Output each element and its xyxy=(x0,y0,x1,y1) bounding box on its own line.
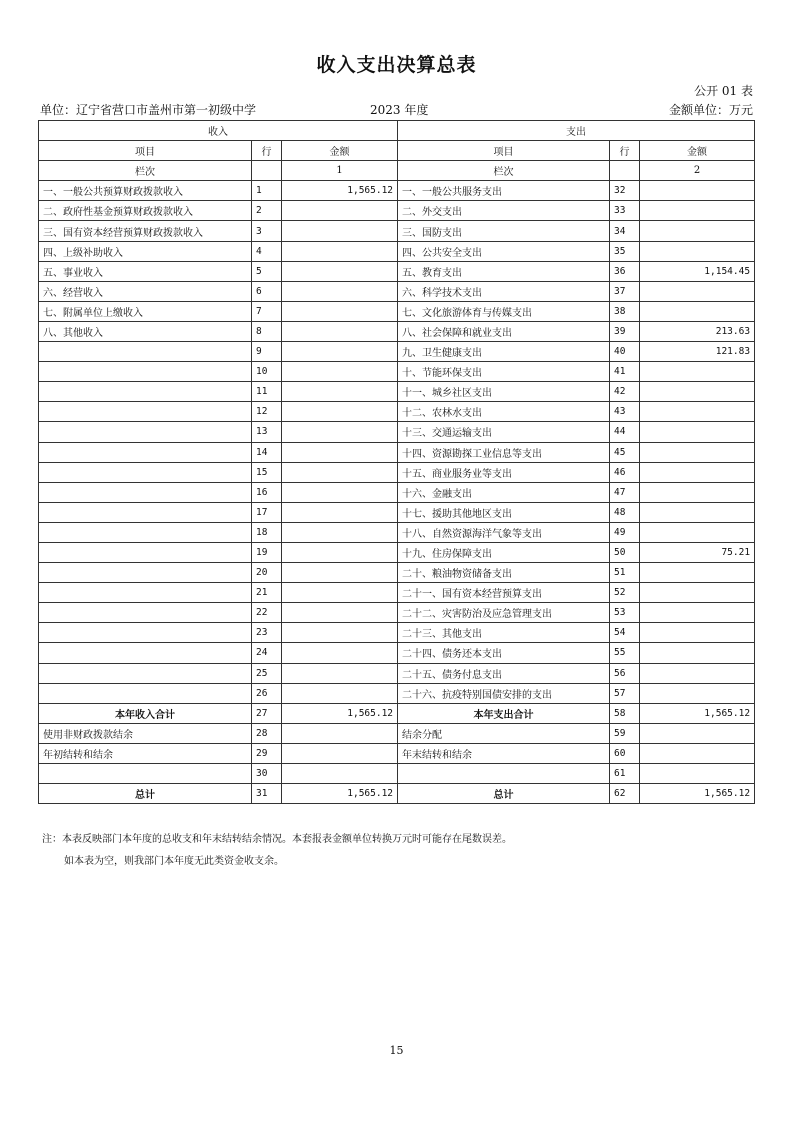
income-item xyxy=(39,583,252,603)
table-row xyxy=(39,321,755,341)
income-amount xyxy=(282,321,398,341)
expense-line-no: 51 xyxy=(610,563,640,583)
expense-item: 年末结转和结余 xyxy=(398,743,610,763)
income-amount xyxy=(282,683,398,703)
expense-item: 二十、粮油物资储备支出 xyxy=(398,563,610,583)
year-total-row xyxy=(39,703,755,723)
income-item xyxy=(39,542,252,562)
expense-line-no: 32 xyxy=(610,181,640,201)
column-header-row xyxy=(39,141,755,161)
income-amount xyxy=(282,764,398,784)
income-item: 六、经营收入 xyxy=(39,281,252,301)
income-line-no: 21 xyxy=(252,583,282,603)
expense-item: 本年支出合计 xyxy=(398,703,610,723)
expense-amount xyxy=(640,683,755,703)
income-line-no: 29 xyxy=(252,743,282,763)
expense-item: 二十五、债务付息支出 xyxy=(398,663,610,683)
income-item xyxy=(39,362,252,382)
expense-amount xyxy=(640,643,755,663)
income-amount-header: 金额 xyxy=(282,141,398,161)
expense-amount xyxy=(640,362,755,382)
expense-line-no: 58 xyxy=(610,703,640,723)
expense-header: 支出 xyxy=(398,121,755,141)
expense-amount xyxy=(640,603,755,623)
expense-amount xyxy=(640,482,755,502)
report-year: 2023 年度 xyxy=(370,103,429,117)
expense-line-no: 48 xyxy=(610,502,640,522)
expense-item: 二十三、其他支出 xyxy=(398,623,610,643)
expense-amount xyxy=(640,181,755,201)
expense-item: 二十四、债务还本支出 xyxy=(398,643,610,663)
income-amount xyxy=(282,643,398,663)
table-row xyxy=(39,201,755,221)
income-amount: 1,565.12 xyxy=(282,703,398,723)
expense-line-no: 50 xyxy=(610,542,640,562)
footnote: 注：本表反映部门本年度的总收支和年末结转结余情况。本套报表金额单位转换万元时可能存在尾数误差。 xyxy=(42,834,512,845)
table-row xyxy=(39,743,755,763)
expense-line-no: 47 xyxy=(610,482,640,502)
expense-amount xyxy=(640,663,755,683)
income-item xyxy=(39,482,252,502)
table-row xyxy=(39,241,755,261)
income-order-label: 栏次 xyxy=(39,161,252,181)
income-line-no: 6 xyxy=(252,281,282,301)
report-meta xyxy=(40,101,753,117)
expense-item: 三、国防支出 xyxy=(398,221,610,241)
income-amount: 1,565.12 xyxy=(282,784,398,804)
income-line-no: 20 xyxy=(252,563,282,583)
income-amount xyxy=(282,603,398,623)
expense-amount xyxy=(640,241,755,261)
table-row xyxy=(39,723,755,743)
income-line-no: 3 xyxy=(252,221,282,241)
income-amount xyxy=(282,542,398,562)
expense-item: 总计 xyxy=(398,784,610,804)
expense-amount xyxy=(640,382,755,402)
expense-line-no: 40 xyxy=(610,342,640,362)
income-line-no: 9 xyxy=(252,342,282,362)
expense-item: 十二、农林水支出 xyxy=(398,402,610,422)
income-line-no: 11 xyxy=(252,382,282,402)
expense-item: 五、教育支出 xyxy=(398,261,610,281)
expense-order-label: 栏次 xyxy=(398,161,610,181)
income-line-header: 行 xyxy=(252,141,282,161)
budget-summary-table xyxy=(38,120,755,804)
table-row xyxy=(39,522,755,542)
expense-item: 十四、资源勘探工业信息等支出 xyxy=(398,442,610,462)
income-item: 二、政府性基金预算财政拨款收入 xyxy=(39,201,252,221)
income-item: 七、附属单位上缴收入 xyxy=(39,301,252,321)
expense-amount xyxy=(640,462,755,482)
income-item xyxy=(39,603,252,623)
income-item: 三、国有资本经营预算财政拨款收入 xyxy=(39,221,252,241)
income-line-no: 13 xyxy=(252,422,282,442)
expense-line-no: 55 xyxy=(610,643,640,663)
expense-amount: 1,565.12 xyxy=(640,784,755,804)
income-line-no: 25 xyxy=(252,663,282,683)
income-item xyxy=(39,402,252,422)
income-amount xyxy=(282,623,398,643)
income-line-no: 19 xyxy=(252,542,282,562)
income-item xyxy=(39,382,252,402)
money-unit: 金额单位：万元 xyxy=(668,103,753,117)
expense-line-no: 53 xyxy=(610,603,640,623)
income-amount xyxy=(282,663,398,683)
income-amount xyxy=(282,422,398,442)
expense-line-no: 49 xyxy=(610,522,640,542)
income-item xyxy=(39,764,252,784)
table-row xyxy=(39,261,755,281)
income-amount xyxy=(282,301,398,321)
expense-line-no: 34 xyxy=(610,221,640,241)
expense-item: 十一、城乡社区支出 xyxy=(398,382,610,402)
table-row xyxy=(39,301,755,321)
expense-item: 九、卫生健康支出 xyxy=(398,342,610,362)
expense-line-no: 61 xyxy=(610,764,640,784)
income-amount xyxy=(282,382,398,402)
expense-amount: 213.63 xyxy=(640,321,755,341)
page-number: 15 xyxy=(389,1044,404,1057)
income-amount xyxy=(282,462,398,482)
income-line-no: 4 xyxy=(252,241,282,261)
expense-amount xyxy=(640,563,755,583)
income-amount xyxy=(282,342,398,362)
income-item xyxy=(39,563,252,583)
income-item: 四、上级补助收入 xyxy=(39,241,252,261)
income-item: 使用非财政拨款结余 xyxy=(39,723,252,743)
table-row xyxy=(39,683,755,703)
expense-amount xyxy=(640,723,755,743)
expense-amount xyxy=(640,764,755,784)
income-line-no: 5 xyxy=(252,261,282,281)
income-line-no: 15 xyxy=(252,462,282,482)
expense-amount xyxy=(640,301,755,321)
expense-item: 一、一般公共服务支出 xyxy=(398,181,610,201)
table-row xyxy=(39,442,755,462)
income-amount xyxy=(282,522,398,542)
table-row xyxy=(39,583,755,603)
expense-item: 七、文化旅游体育与传媒支出 xyxy=(398,301,610,321)
expense-amount xyxy=(640,583,755,603)
income-line-no: 26 xyxy=(252,683,282,703)
income-line-no: 8 xyxy=(252,321,282,341)
table-row xyxy=(39,362,755,382)
expense-line-no: 38 xyxy=(610,301,640,321)
income-line-no: 22 xyxy=(252,603,282,623)
income-col-number: 1 xyxy=(282,161,398,181)
expense-line-no: 43 xyxy=(610,402,640,422)
table-row xyxy=(39,563,755,583)
table-row xyxy=(39,181,755,201)
income-line-no: 31 xyxy=(252,784,282,804)
table-row xyxy=(39,422,755,442)
expense-amount xyxy=(640,402,755,422)
expense-col-number: 2 xyxy=(640,161,755,181)
table-row xyxy=(39,603,755,623)
income-amount xyxy=(282,402,398,422)
expense-amount xyxy=(640,442,755,462)
income-header: 收入 xyxy=(39,121,398,141)
income-amount: 1,565.12 xyxy=(282,181,398,201)
table-row xyxy=(39,342,755,362)
table-row xyxy=(39,623,755,643)
table-row xyxy=(39,643,755,663)
income-item-header: 项目 xyxy=(39,141,252,161)
income-amount xyxy=(282,723,398,743)
expense-amount xyxy=(640,422,755,442)
expense-line-no: 52 xyxy=(610,583,640,603)
expense-line-no: 62 xyxy=(610,784,640,804)
expense-item: 十九、住房保障支出 xyxy=(398,542,610,562)
expense-amount xyxy=(640,522,755,542)
table-row xyxy=(39,663,755,683)
table-row xyxy=(39,462,755,482)
income-line-no: 27 xyxy=(252,703,282,723)
grand-total-row xyxy=(39,784,755,804)
income-item: 年初结转和结余 xyxy=(39,743,252,763)
expense-amount xyxy=(640,743,755,763)
expense-item: 六、科学技术支出 xyxy=(398,281,610,301)
expense-line-no: 60 xyxy=(610,743,640,763)
income-amount xyxy=(282,281,398,301)
empty-cell xyxy=(252,161,282,181)
expense-amount: 1,154.45 xyxy=(640,261,755,281)
expense-item: 二十六、抗疫特别国债安排的支出 xyxy=(398,683,610,703)
table-row xyxy=(39,221,755,241)
expense-line-no: 33 xyxy=(610,201,640,221)
expense-line-header: 行 xyxy=(610,141,640,161)
expense-line-no: 46 xyxy=(610,462,640,482)
income-line-no: 17 xyxy=(252,502,282,522)
income-amount xyxy=(282,583,398,603)
table-row xyxy=(39,382,755,402)
expense-item: 二十二、灾害防治及应急管理支出 xyxy=(398,603,610,623)
income-item: 总计 xyxy=(39,784,252,804)
income-line-no: 28 xyxy=(252,723,282,743)
expense-item: 结余分配 xyxy=(398,723,610,743)
expense-amount-header: 金额 xyxy=(640,141,755,161)
income-line-no: 12 xyxy=(252,402,282,422)
income-item: 本年收入合计 xyxy=(39,703,252,723)
income-line-no: 7 xyxy=(252,301,282,321)
income-amount xyxy=(282,201,398,221)
expense-line-no: 59 xyxy=(610,723,640,743)
expense-item: 十八、自然资源海洋气象等支出 xyxy=(398,522,610,542)
income-item xyxy=(39,623,252,643)
income-item xyxy=(39,683,252,703)
income-amount xyxy=(282,221,398,241)
expense-item: 四、公共安全支出 xyxy=(398,241,610,261)
expense-line-no: 56 xyxy=(610,663,640,683)
table-row xyxy=(39,281,755,301)
form-code: 公开 01 表 xyxy=(694,84,753,98)
expense-item: 二、外交支出 xyxy=(398,201,610,221)
income-line-no: 14 xyxy=(252,442,282,462)
expense-amount: 1,565.12 xyxy=(640,703,755,723)
expense-line-no: 54 xyxy=(610,623,640,643)
expense-item xyxy=(398,764,610,784)
expense-amount xyxy=(640,281,755,301)
expense-line-no: 35 xyxy=(610,241,640,261)
expense-item: 十三、交通运输支出 xyxy=(398,422,610,442)
income-item xyxy=(39,462,252,482)
expense-item: 八、社会保障和就业支出 xyxy=(398,321,610,341)
income-line-no: 18 xyxy=(252,522,282,542)
expense-line-no: 44 xyxy=(610,422,640,442)
expense-item: 十七、援助其他地区支出 xyxy=(398,502,610,522)
income-amount xyxy=(282,502,398,522)
expense-item-header: 项目 xyxy=(398,141,610,161)
empty-cell xyxy=(610,161,640,181)
income-item xyxy=(39,422,252,442)
income-item xyxy=(39,342,252,362)
income-line-no: 1 xyxy=(252,181,282,201)
income-amount xyxy=(282,241,398,261)
expense-item: 十五、商业服务业等支出 xyxy=(398,462,610,482)
income-item: 一、一般公共预算财政拨款收入 xyxy=(39,181,252,201)
expense-line-no: 36 xyxy=(610,261,640,281)
expense-line-no: 39 xyxy=(610,321,640,341)
table-row xyxy=(39,402,755,422)
expense-line-no: 45 xyxy=(610,442,640,462)
expense-item: 十六、金融支出 xyxy=(398,482,610,502)
table-row xyxy=(39,502,755,522)
expense-amount xyxy=(640,201,755,221)
footnote-empty: 如本表为空，则我部门本年度无此类资金收支余。 xyxy=(64,856,284,867)
income-item xyxy=(39,442,252,462)
page-title: 收入支出决算总表 xyxy=(316,54,477,76)
income-item: 八、其他收入 xyxy=(39,321,252,341)
income-amount xyxy=(282,362,398,382)
income-line-no: 24 xyxy=(252,643,282,663)
expense-amount xyxy=(640,502,755,522)
expense-amount xyxy=(640,623,755,643)
income-line-no: 23 xyxy=(252,623,282,643)
income-amount xyxy=(282,261,398,281)
income-item xyxy=(39,643,252,663)
expense-line-no: 57 xyxy=(610,683,640,703)
income-line-no: 30 xyxy=(252,764,282,784)
income-line-no: 16 xyxy=(252,482,282,502)
expense-line-no: 37 xyxy=(610,281,640,301)
table-row xyxy=(39,482,755,502)
income-item xyxy=(39,522,252,542)
table-row xyxy=(39,764,755,784)
reporting-unit: 单位：辽宁省营口市盖州市第一初级中学 xyxy=(40,103,257,117)
income-line-no: 10 xyxy=(252,362,282,382)
column-order-row xyxy=(39,161,755,181)
income-amount xyxy=(282,743,398,763)
expense-amount xyxy=(640,221,755,241)
expense-line-no: 42 xyxy=(610,382,640,402)
income-item: 五、事业收入 xyxy=(39,261,252,281)
expense-line-no: 41 xyxy=(610,362,640,382)
expense-item: 二十一、国有资本经营预算支出 xyxy=(398,583,610,603)
income-line-no: 2 xyxy=(252,201,282,221)
expense-amount: 121.83 xyxy=(640,342,755,362)
income-amount xyxy=(282,442,398,462)
income-item xyxy=(39,663,252,683)
table-row xyxy=(39,542,755,562)
expense-amount: 75.21 xyxy=(640,542,755,562)
section-header-row xyxy=(39,121,755,141)
income-amount xyxy=(282,482,398,502)
expense-item: 十、节能环保支出 xyxy=(398,362,610,382)
income-item xyxy=(39,502,252,522)
income-amount xyxy=(282,563,398,583)
